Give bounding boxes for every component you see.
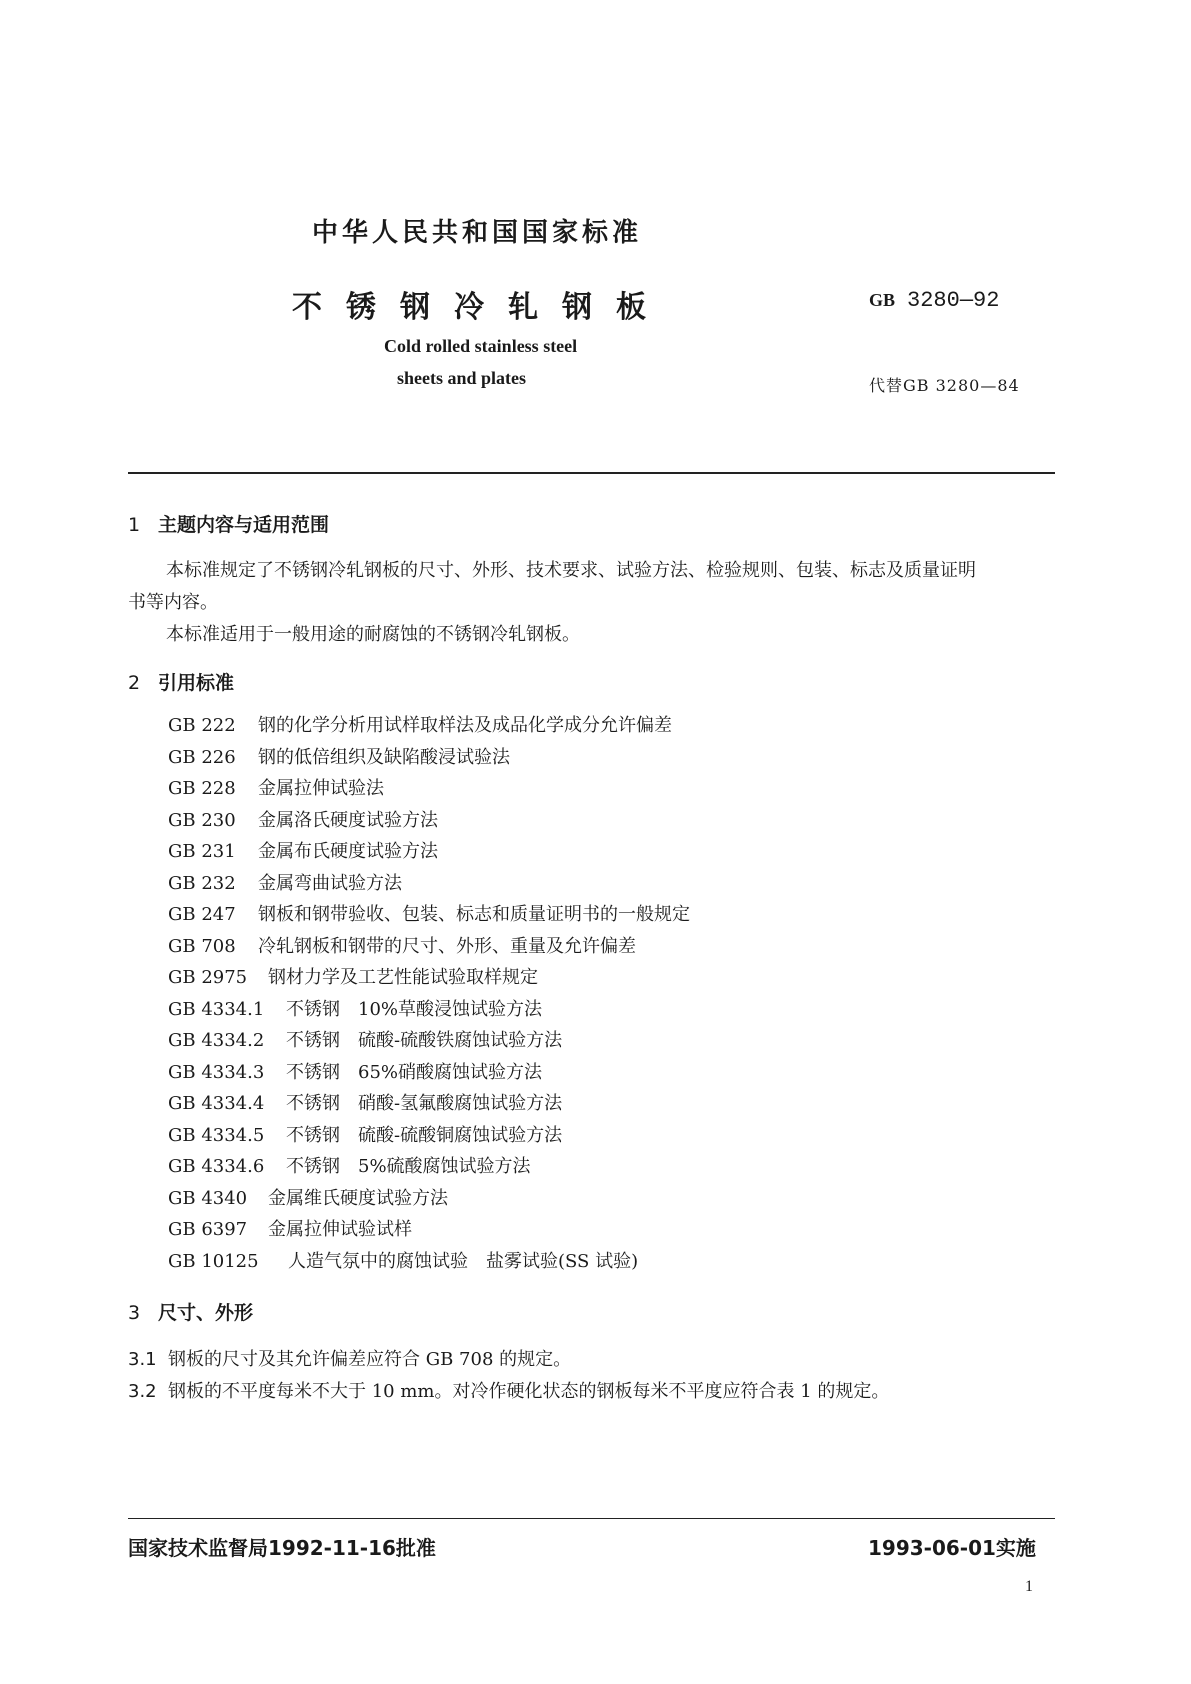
ref-title: 金属洛氏硬度试验方法 <box>258 809 438 831</box>
list-item <box>168 962 690 994</box>
ref-title: 钢板和钢带验收、包装、标志和质量证明书的一般规定 <box>258 904 690 925</box>
english-title-line1: Cold rolled stainless steel <box>384 336 578 356</box>
section-1-paragraph-1: 本标准规定了不锈钢冷轧钢板的尺寸、外形、技术要求、试验方法、检验规则、包装、标志及质量证明 <box>166 560 976 581</box>
list-item <box>168 994 690 1026</box>
replaces-standard: 代替GB 3280—84 <box>869 376 1020 395</box>
section-title: 引用标准 <box>158 672 235 694</box>
document-title: 不锈钢冷轧钢板 <box>292 290 670 325</box>
approval-date: 国家技术监督局1992-11-16批准 <box>128 1536 436 1560</box>
list-item <box>168 1183 690 1215</box>
ref-title: 不锈钢 10%草酸浸蚀试验方法 <box>286 998 543 1020</box>
ref-code: GB 230 <box>168 809 236 831</box>
ref-title: 金属拉伸试验法 <box>258 778 384 799</box>
effective-date: 1993-06-01实施 <box>868 1536 1036 1560</box>
ref-title: 不锈钢 65%硝酸腐蚀试验方法 <box>286 1061 543 1083</box>
ref-title: 不锈钢 5%硫酸腐蚀试验方法 <box>286 1156 531 1177</box>
ref-code: GB 4334.1 <box>168 998 265 1020</box>
footer-divider <box>128 1518 1055 1519</box>
ref-code: GB 4334.2 <box>168 1030 265 1051</box>
section-title: 尺寸、外形 <box>158 1302 254 1324</box>
section-3-heading <box>128 1298 253 1325</box>
clause-number: 3.1 <box>128 1349 157 1370</box>
ref-code: GB 708 <box>168 935 236 957</box>
list-item <box>168 931 690 963</box>
list-item <box>168 868 690 900</box>
section-title: 主题内容与适用范围 <box>158 514 330 536</box>
list-item <box>168 1120 690 1152</box>
section-1-heading <box>128 510 329 537</box>
ref-code: GB 231 <box>168 841 236 862</box>
section-1-paragraph-2: 本标准适用于一般用途的耐腐蚀的不锈钢冷轧钢板。 <box>166 624 580 645</box>
ref-code: GB 222 <box>168 715 236 736</box>
ref-code: GB 228 <box>168 778 236 799</box>
referenced-standards-list <box>168 710 690 1277</box>
section-number: 1 <box>128 514 141 536</box>
ref-title: 不锈钢 硝酸-氢氟酸腐蚀试验方法 <box>286 1093 563 1114</box>
list-item <box>168 1246 690 1278</box>
list-item <box>168 1214 690 1246</box>
ref-title: 钢的低倍组织及缺陷酸浸试验法 <box>258 746 510 768</box>
ref-title: 不锈钢 硫酸-硫酸铜腐蚀试验方法 <box>286 1124 563 1146</box>
section-number: 2 <box>128 672 141 694</box>
ref-code: GB 4334.5 <box>168 1124 265 1146</box>
list-item <box>168 1057 690 1089</box>
ref-code: GB 4334.6 <box>168 1156 265 1177</box>
ref-code: GB 6397 <box>168 1219 248 1240</box>
list-item <box>168 1025 690 1057</box>
ref-title: 不锈钢 硫酸-硫酸铁腐蚀试验方法 <box>286 1030 563 1051</box>
english-title-line2: sheets and plates <box>397 368 527 388</box>
ref-title: 金属拉伸试验试样 <box>268 1219 412 1240</box>
ref-title: 金属布氏硬度试验方法 <box>258 841 438 862</box>
list-item <box>168 710 690 742</box>
ref-code: GB 4334.4 <box>168 1093 265 1114</box>
section-2-heading <box>128 668 234 695</box>
list-item <box>168 836 690 868</box>
ref-title: 钢材力学及工艺性能试验取样规定 <box>268 967 538 988</box>
clause-text: 钢板的尺寸及其允许偏差应符合 GB 708 的规定。 <box>168 1349 572 1370</box>
list-item <box>168 773 690 805</box>
section-1-paragraph-1-cont: 书等内容。 <box>128 592 218 613</box>
ref-title: 冷轧钢板和钢带的尺寸、外形、重量及允许偏差 <box>258 935 636 957</box>
header-divider <box>128 472 1055 474</box>
list-item <box>168 742 690 774</box>
clause-3-2 <box>128 1377 889 1403</box>
ref-title: 金属维氏硬度试验方法 <box>268 1187 448 1209</box>
ref-code: GB 2975 <box>168 967 248 988</box>
clause-3-1 <box>128 1345 571 1371</box>
clause-number: 3.2 <box>128 1381 157 1402</box>
ref-title: 金属弯曲试验方法 <box>258 872 402 894</box>
list-item <box>168 899 690 931</box>
ref-code: GB 10125 <box>168 1250 259 1272</box>
ref-title: 人造气氛中的腐蚀试验 盐雾试验(SS 试验) <box>288 1250 639 1272</box>
ref-code: GB 226 <box>168 746 236 768</box>
standard-code-prefix: GB <box>869 290 896 310</box>
clause-text: 钢板的不平度每米不大于 10 mm。对冷作硬化状态的钢板每米不平度应符合表 1 的规定。 <box>168 1381 890 1402</box>
standard-code <box>869 287 999 313</box>
list-item <box>168 805 690 837</box>
ref-code: GB 232 <box>168 872 236 894</box>
list-item <box>168 1088 690 1120</box>
issuing-authority: 中华人民共和国国家标准 <box>312 218 643 248</box>
ref-code: GB 4340 <box>168 1187 248 1209</box>
page-number: 1 <box>1025 1578 1033 1595</box>
list-item <box>168 1151 690 1183</box>
ref-code: GB 247 <box>168 904 236 925</box>
ref-code: GB 4334.3 <box>168 1061 265 1083</box>
section-number: 3 <box>128 1302 141 1324</box>
ref-title: 钢的化学分析用试样取样法及成品化学成分允许偏差 <box>258 715 672 736</box>
standard-code-number: 3280—92 <box>907 288 1000 313</box>
